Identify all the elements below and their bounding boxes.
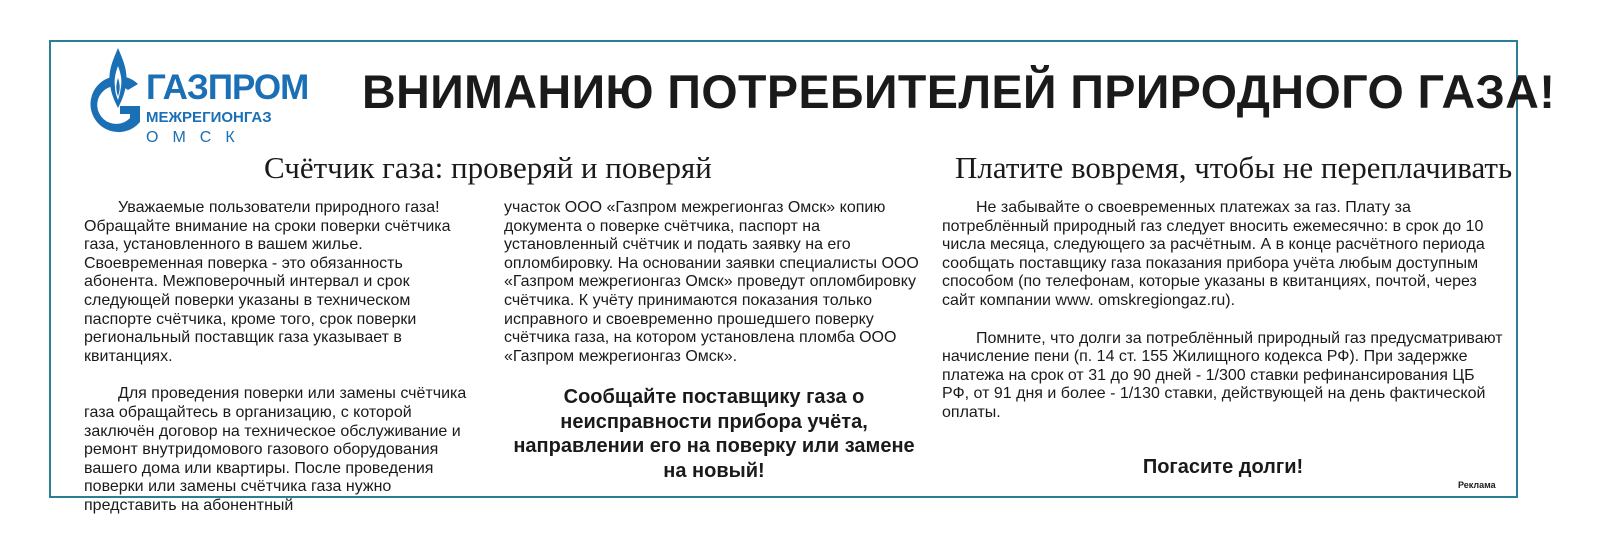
payment-section-title: Платите вовремя, чтобы не переплачивать xyxy=(955,150,1513,185)
meter-column-2 xyxy=(504,199,922,366)
meter-callout: Сообщайте поставщику газа о неисправности прибора учёта, направлении его на поверку или замене на новый! xyxy=(513,386,915,482)
meter-column-1 xyxy=(84,199,478,516)
meter-section-title: Счётчик газа: проверяй и поверяй xyxy=(264,150,712,185)
payment-paragraph-2: Помните, что долги за потреблённый природный газ предусматривают начисление пени (п. 14 ст. 155 Жилищного кодекса РФ). При задержке платежа на срок от 31 до 90 дней - 1/300 ставки рефинансирования ЦБ РФ, от 91 дня и более - 1/130 ставки, действующей на день фактической оплаты. xyxy=(942,329,1503,421)
gazprom-flame-icon xyxy=(80,44,152,150)
meter-paragraph-3: участок ООО «Газпром межрегионгаз Омск» копию документа о поверке счётчика, паспорт на установленный счётчик и подать заявку на его опломбировку. На основании заявки специалисты ООО «Газпром межрегионгаз Омск» проведут опломбировку счётчика. К учёту принимаются показания только исправного и своевременно прошедшего поверку счётчика газа, на котором установлена пломба ООО «Газпром межрегионгаз Омск». xyxy=(504,199,919,365)
logo-brand-text: ГАЗПРОМ xyxy=(146,68,309,107)
payment-paragraph-1: Не забывайте о своевременных платежах за газ. Плату за потреблённый природный газ следует вносить ежемесячно: в срок до 10 числа месяца, следующего за расчётным. А в конце расчётного периода сообщать поставщику газа показания прибора учёта любым доступным способом (по телефонам, которые указаны в квитанциях, почтой, через сайт компании www. omskregiongaz.ru). xyxy=(942,199,1485,309)
page-headline: ВНИМАНИЮ ПОТРЕБИТЕЛЕЙ ПРИРОДНОГО ГАЗА! xyxy=(362,65,1556,118)
payment-closing: Погасите долги! xyxy=(1142,456,1304,478)
meter-paragraph-1: Уважаемые пользователи природного газа! Обращайте внимание на сроки поверки счётчика газа, установленного в вашем жилье. Своевременная поверка - это обязанность абонента. Межповерочный интервал и срок следующей поверки указаны в техническом паспорте счётчика, кроме того, срок поверки региональный поставщик газа указывает в квитанциях. xyxy=(84,199,451,365)
logo-division-text: МЕЖРЕГИОНГАЗ xyxy=(146,109,272,126)
ad-label: Реклама xyxy=(1458,480,1496,490)
gazprom-logo xyxy=(80,44,309,150)
logo-city-text: ОМСК xyxy=(146,129,249,146)
payment-column xyxy=(942,199,1504,423)
meter-paragraph-2: Для проведения поверки или замены счётчика газа обращайтесь в организацию, с которой заключён договор на техническое обслуживание и ремонт внутридомового газового оборудования вашего дома или квартиры. После проведения поверки или замены счётчика газа нужно представить на абонентный xyxy=(84,385,467,514)
